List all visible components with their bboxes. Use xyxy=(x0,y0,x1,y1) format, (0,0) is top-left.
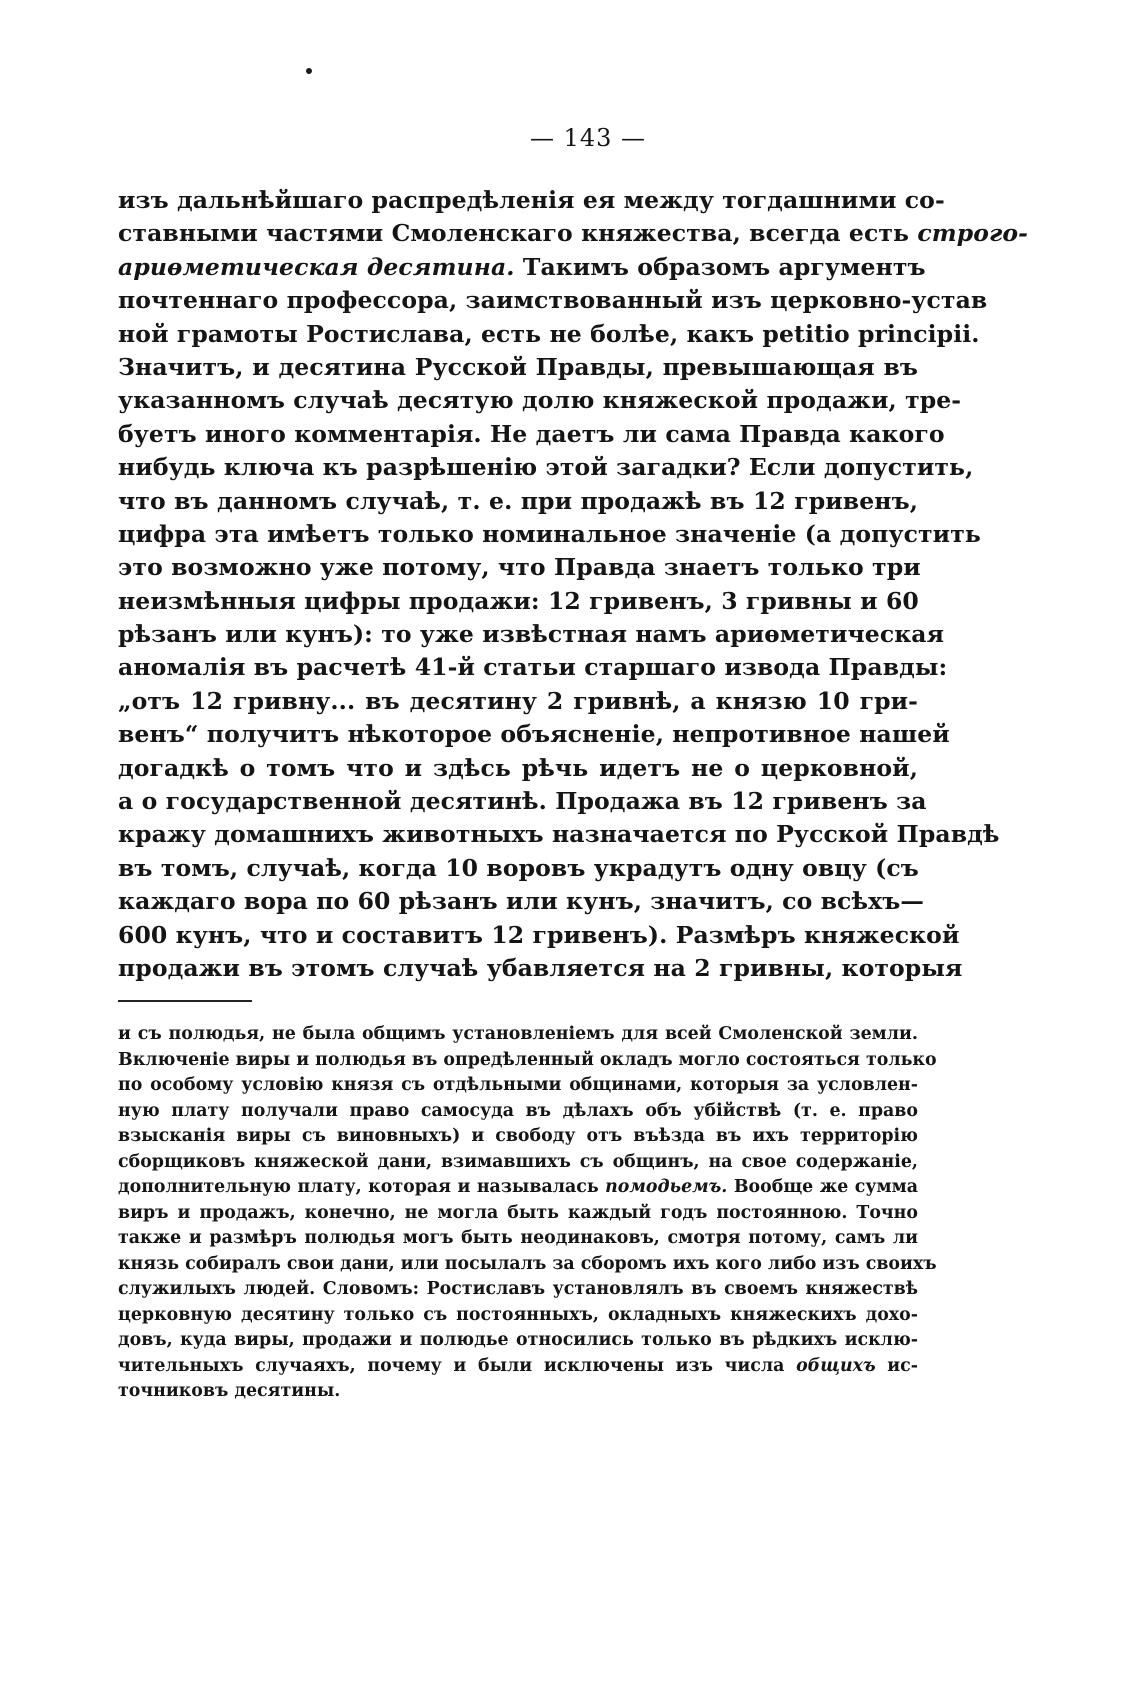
text-line: неизмѣнныя цифры продажи: 12 гривенъ, 3 гривны и 60 xyxy=(118,586,919,615)
text-line: Значитъ, и десятина Русской Правды, превышающая въ xyxy=(118,352,918,381)
italic-fragment: помодьемъ. xyxy=(605,1177,728,1197)
text-fragment: дополнительную плату, которая и называлась xyxy=(118,1177,606,1197)
text-fragment: ставными частями Смоленскаго княжества, всегда есть xyxy=(118,219,918,248)
footnote-divider xyxy=(118,1000,252,1002)
text-fragment: ис- xyxy=(875,1355,918,1376)
italic-fragment: строго- xyxy=(917,219,1029,248)
text-line: цифра эта имѣетъ только номинальное значеніе (а допустить xyxy=(118,519,981,548)
footnote-line: служилыхъ людей. Словомъ: Ростиславъ установлялъ въ своемъ княжествѣ xyxy=(118,1279,918,1299)
text-fragment: Такимъ образомъ аргументъ xyxy=(514,252,926,281)
text-line: въ томъ, случаѣ, когда 10 воровъ украдутъ одну овцу (съ xyxy=(118,853,919,882)
text-line: ной грамоты Ростислава, есть не болѣе, какъ petitio principii. xyxy=(118,319,980,348)
text-line: нибудь ключа къ разрѣшенію этой загадки? Если допустить, xyxy=(118,453,974,482)
italic-fragment: ариѳметическая десятина. xyxy=(118,252,515,281)
text-line: а о государственной десятинѣ. Продажа въ 12 гривенъ за xyxy=(118,787,927,816)
text-line: буетъ иного комментарія. Не даетъ ли сама Правда какого xyxy=(118,419,945,448)
main-text xyxy=(118,184,1029,985)
text-fragment: чительныхъ случаяхъ, почему и были исключены изъ числа xyxy=(118,1355,797,1376)
text-line xyxy=(118,251,926,284)
footnote-line: Включеніе виры и полюдья въ опредѣленный окладъ могло состояться только xyxy=(118,1049,937,1070)
text-line xyxy=(118,217,1029,250)
text-line: продажи въ этомъ случаѣ убавляется на 2 гривны, которыя xyxy=(118,953,963,982)
footnote-line xyxy=(118,1354,918,1380)
text-fragment: Вообще же сумма xyxy=(727,1177,919,1197)
footnote-line: взысканія виры съ виновныхъ) и свободу отъ въѣзда въ ихъ территорію xyxy=(118,1126,918,1146)
text-line: „отъ 12 гривну... въ десятину 2 гривнѣ, а князю 10 гри- xyxy=(118,686,918,715)
footnote-line: князь собиралъ свои дани, или посылалъ за сборомъ ихъ кого либо изъ своихъ xyxy=(118,1253,937,1274)
ink-speck xyxy=(306,68,312,74)
footnote-line: по особому условію князя съ отдѣльными общинами, которыя за условлен- xyxy=(118,1075,918,1095)
text-line: кражу домашнихъ животныхъ назначается по Русской Правдѣ xyxy=(118,820,1000,849)
text-line: почтеннаго профессора, заимствованный изъ церковно-устав xyxy=(118,286,988,315)
page-number: — 143 — xyxy=(529,124,647,152)
text-line: каждаго вора по 60 рѣзанъ или кунъ, значитъ, со всѣхъ— xyxy=(118,887,924,916)
text-line: указанномъ случаѣ десятую долю княжеской продажи, тре- xyxy=(118,386,962,415)
text-line: рѣзанъ или кунъ): то уже извѣстная намъ ариѳметическая xyxy=(118,620,945,649)
text-line: что въ данномъ случаѣ, т. е. при продажѣ въ 12 гривенъ, xyxy=(118,486,918,515)
footnote-line: также и размѣръ полюдья могъ быть неодинаковъ, смотря потому, самъ ли xyxy=(118,1228,918,1248)
italic-fragment: общихъ xyxy=(796,1355,876,1376)
footnote-line xyxy=(118,1175,918,1201)
text-line: венъ“ получитъ нѣкоторое объясненіе, непротивное нашей xyxy=(118,720,950,749)
text-line: это возможно уже потому, что Правда знаетъ только три xyxy=(118,553,921,582)
footnote-line: церковную десятину только съ постоянныхъ, окладныхъ княжескихъ дохо- xyxy=(118,1304,918,1325)
text-line: изъ дальнѣйшаго распредѣленія ея между тогдашними со- xyxy=(118,186,945,214)
footnote-line: точниковъ десятины. xyxy=(118,1381,341,1401)
footnote-line: довъ, куда виры, продажи и полюдье относились только въ рѣдкихъ исклю- xyxy=(118,1330,918,1350)
footnote-line: ную плату получали право самосуда въ дѣлахъ объ убійствѣ (т. е. право xyxy=(118,1100,918,1121)
footnote-line: и съ полюдья, не была общимъ установленіемъ для всей Смоленской земли. xyxy=(118,1024,918,1044)
text-line: 600 кунъ, что и составитъ 12 гривенъ). Размѣръ княжеской xyxy=(118,920,960,949)
footnote-text xyxy=(118,1022,937,1405)
text-line: аномалія въ расчетѣ 41-й статьи старшаго извода Правды: xyxy=(118,653,948,682)
footnote-line: сборщиковъ княжеской дани, взимавшихъ съ общинъ, на свое содержаніе, xyxy=(118,1151,918,1172)
footnote-line: виръ и продажъ, конечно, не могла быть каждый годъ постоянною. Точно xyxy=(118,1202,918,1223)
text-line: догадкѣ о томъ что и здѣсь рѣчь идетъ не о церковной, xyxy=(118,753,918,782)
